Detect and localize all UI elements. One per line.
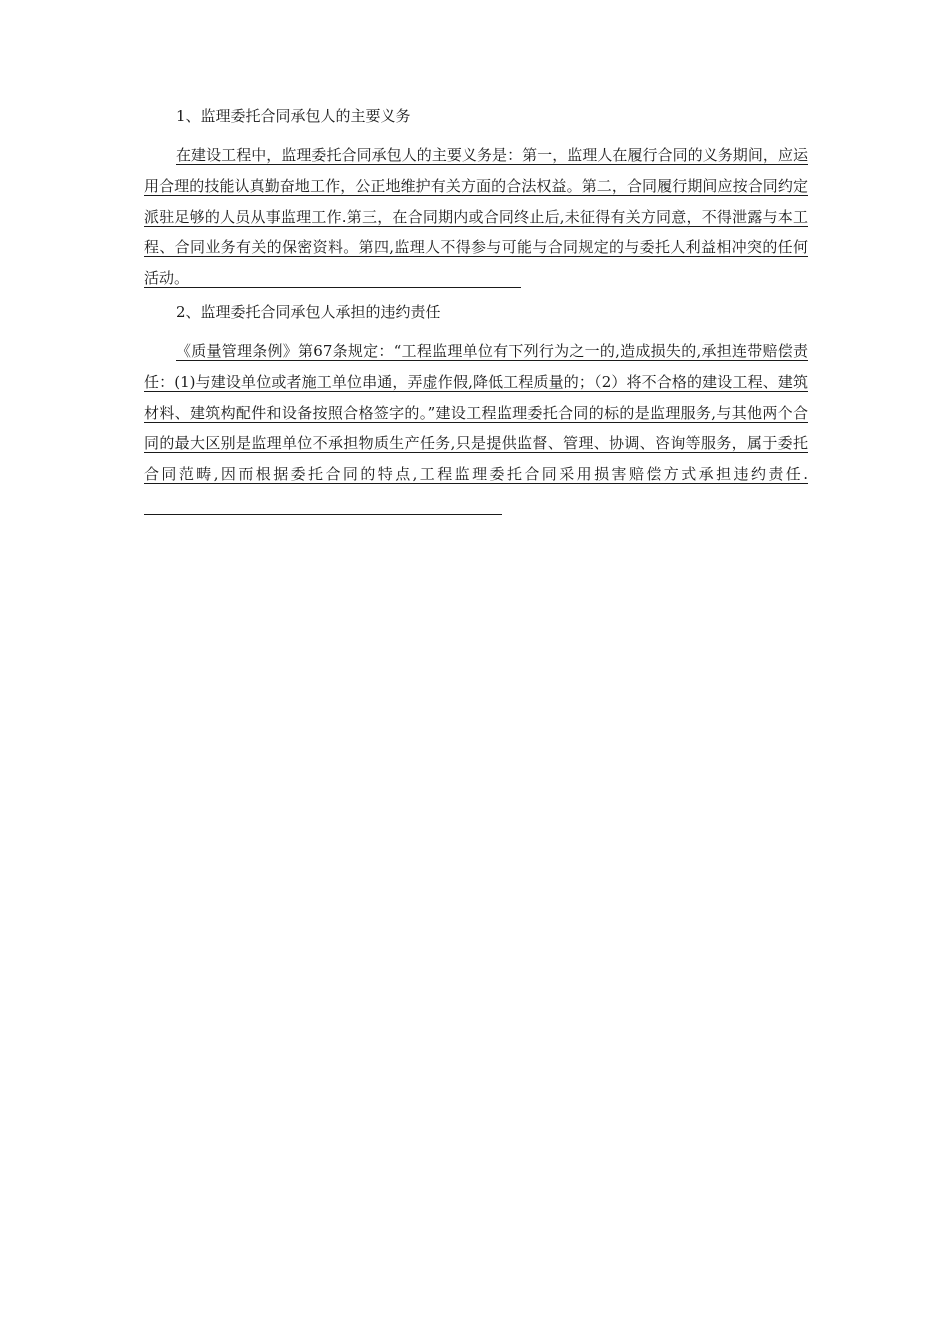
section-2-heading: 2、监理委托合同承包人承担的违约责任 bbox=[176, 302, 441, 321]
section-1-trailing-underline bbox=[189, 287, 521, 288]
section-2-trailing-underline bbox=[144, 514, 502, 515]
section-2-text: 《质量管理条例》第67条规定：“工程监理单位有下列行为之一的,造成损失的,承担连带赔偿责任：(1)与建设单位或者施工单位串通，弄虚作假,降低工程质量的；（2）将不合格的建设工程、建筑材料、建筑构配件和设备按照合格签字的。”建设工程监理委托合同的标的是监理服务,与其他两个合同的最大区别是监理单位不承担物质生产任务,只是提供监督、管理、协调、咨询等服务，属于委托合同范畴,因而根据委托合同的特点,工程监理委托合同采用损害赔偿方式承担违约责任. bbox=[144, 341, 808, 484]
section-1-text: 在建设工程中，监理委托合同承包人的主要义务是：第一，监理人在履行合同的义务期间，应运用合理的技能认真勤奋地工作，公正地维护有关方面的合法权益。第二，合同履行期间应按合同约定派驻足够的人员从事监理工作.第三，在合同期内或合同终止后,未征得有关方同意，不得泄露与本工程、合同业务有关的保密资料。第四,监理人不得参与可能与合同规定的与委托人利益相冲突的任何活动。 bbox=[144, 146, 808, 288]
section-1-paragraph bbox=[144, 140, 808, 294]
document-body bbox=[144, 104, 808, 521]
section-2-paragraph bbox=[144, 336, 808, 521]
section-1-heading: 1、监理委托合同承包人的主要义务 bbox=[176, 107, 411, 125]
